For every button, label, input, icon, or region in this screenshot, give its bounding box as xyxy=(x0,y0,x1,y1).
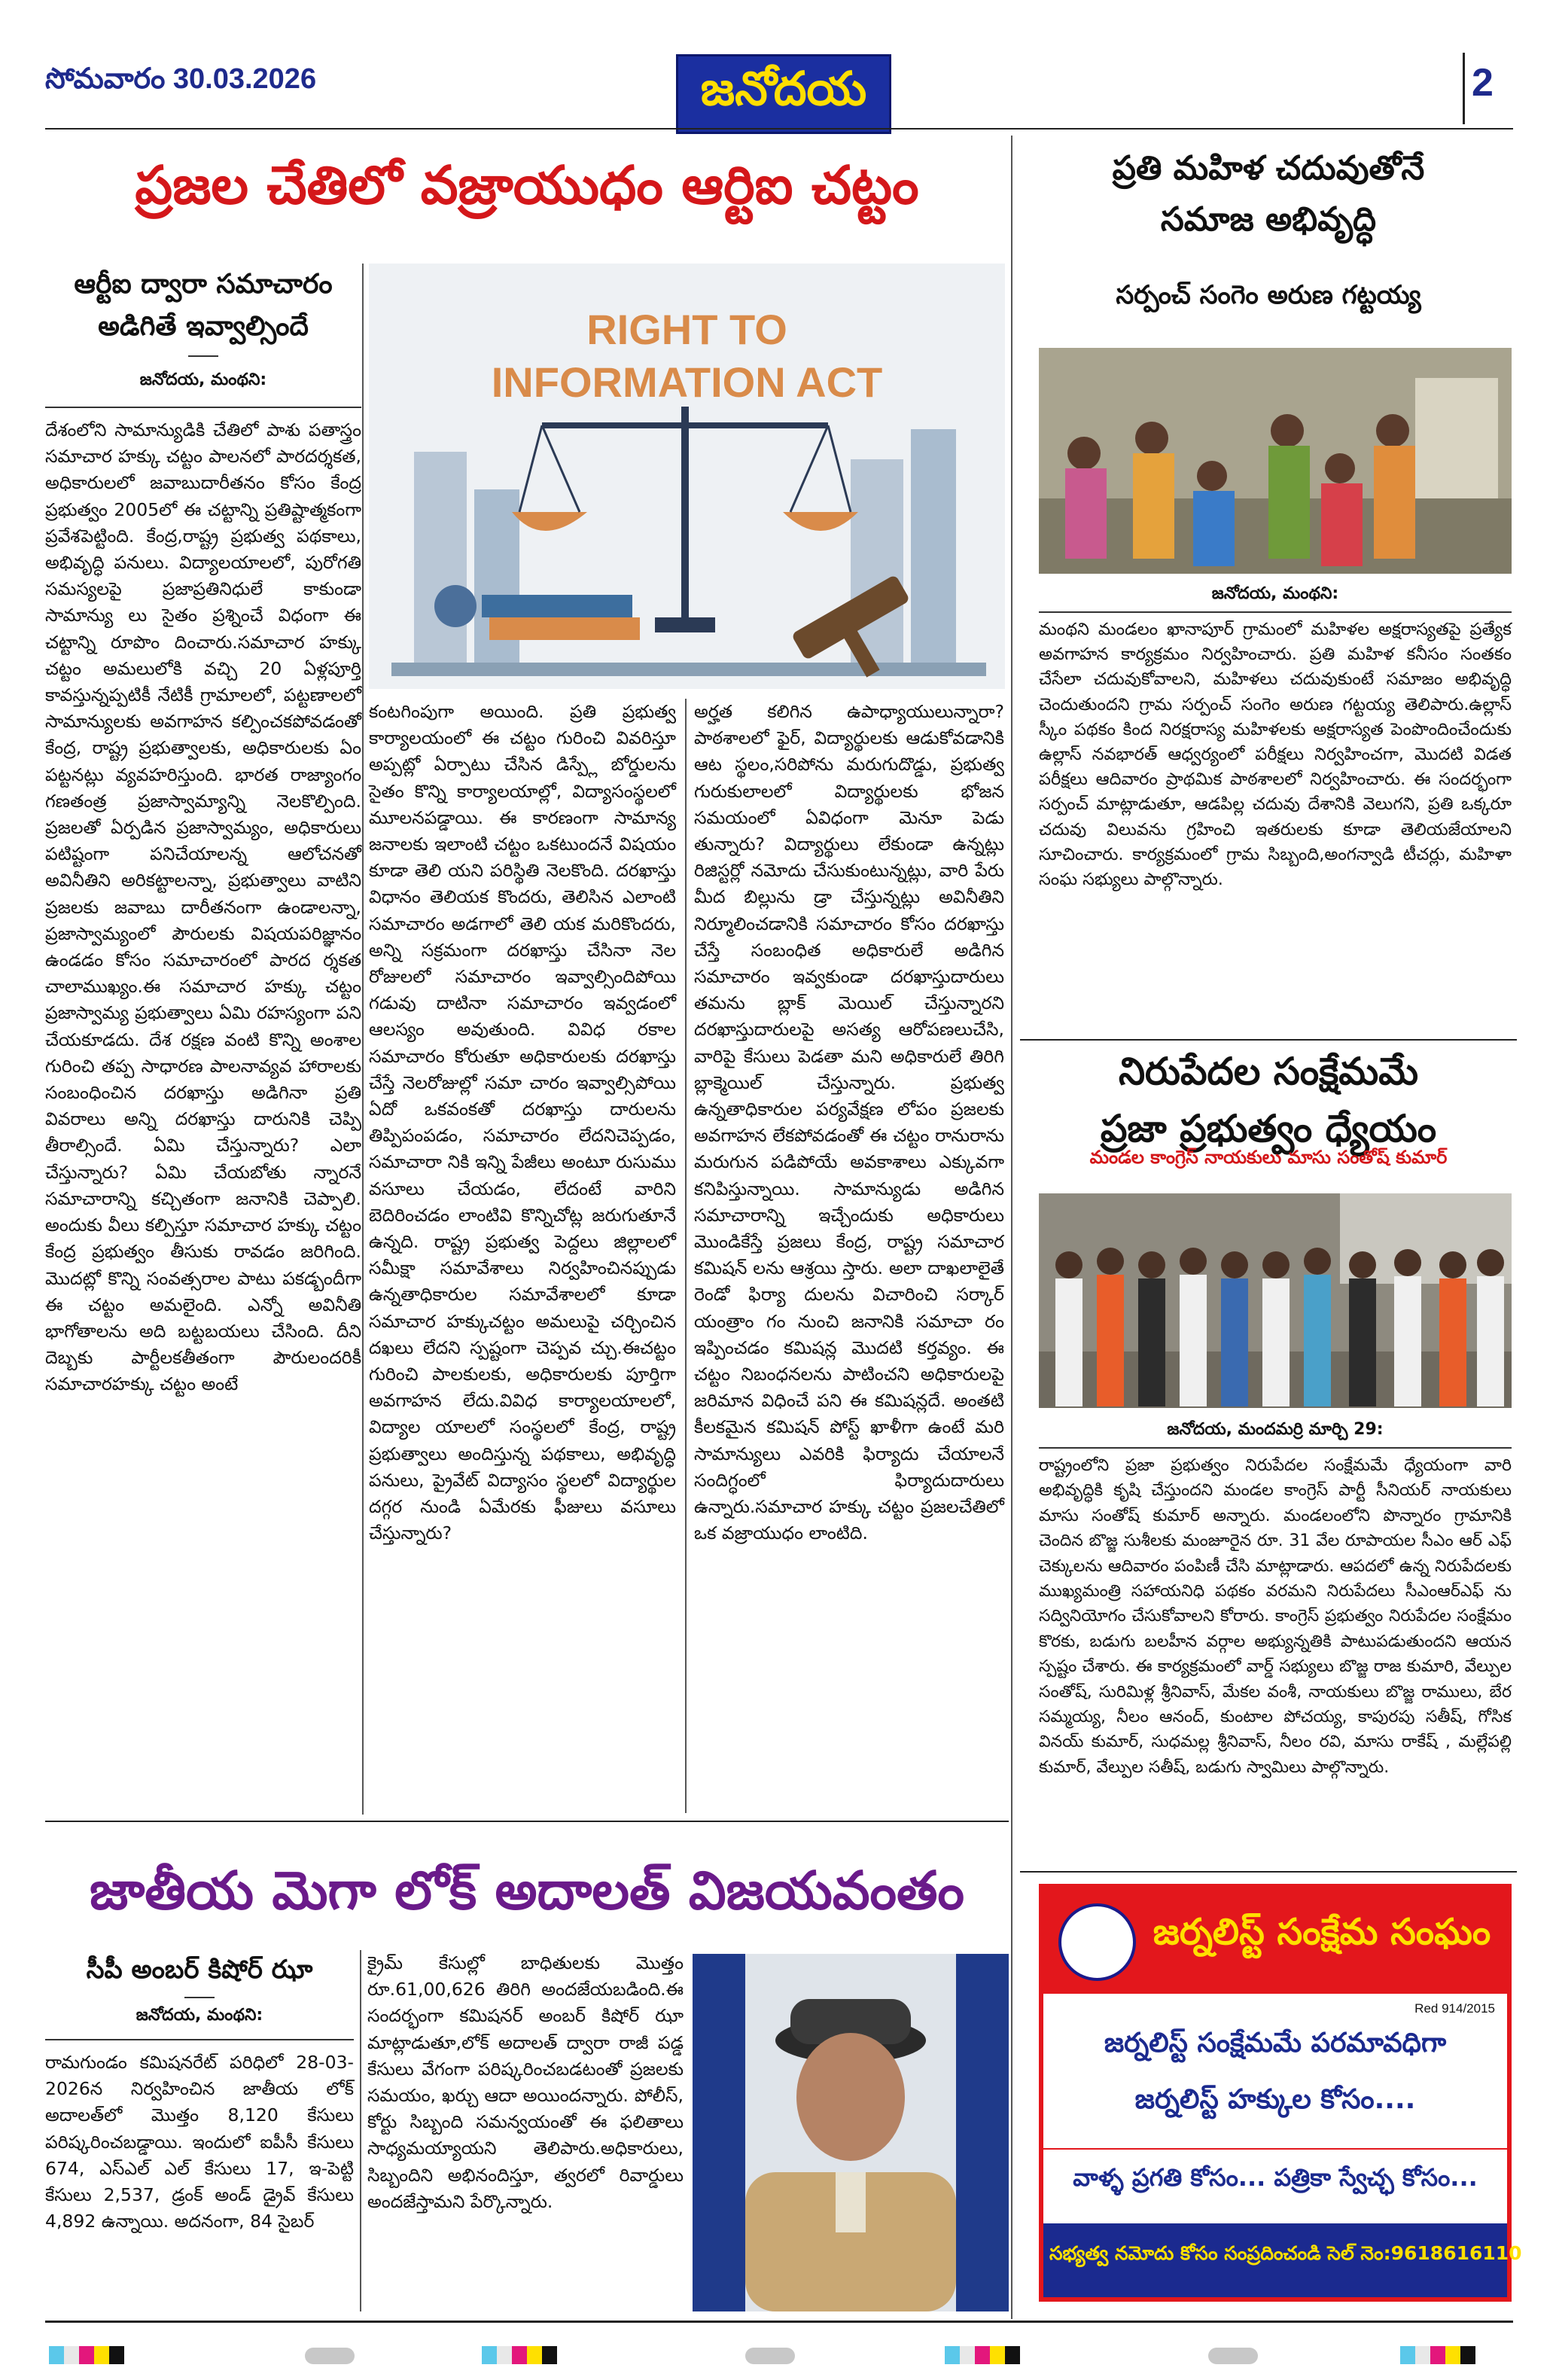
color-registration-mark-4 xyxy=(1400,2346,1475,2364)
women-byline-rule xyxy=(1039,611,1512,613)
lok-adalat-headline: జాతీయ మెగా లోక్ అదాలత్ విజయవంతం xyxy=(90,1860,964,1921)
column-rule-main xyxy=(1011,136,1012,2319)
welfare-body: రాష్ట్రంలోని ప్రజా ప్రభుత్వం నిరుపేదల సంక్షేమమే ధ్యేయంగా వారి అభివృద్ధికి కృషి చేస్తుందని మండల కాంగ్రెస్ పార్టీ సీనియర్ నాయకులు మాసు సంతోష్ కుమార్ అన్నారు. మండలంలోని పొన్నారం గ్రామానికి చెందిన బొజ్జ సుశీలకు మంజూరైన రూ. 31 వేల రూపాయల సీఎం ఆర్ ఎఫ్ చెక్కులను ఆదివారం పంపిణీ చేసి మాట్లాడారు. ఆపదలో ఉన్న నిరుపేదలకు ముఖ్యమంత్రి సహాయనిధి పథకం వరమని నిరుపేదలు సీఎంఆర్ఎఫ్ ను సద్వినియోగం చేసుకోవాలని కోరారు. కాంగ్రెస్ ప్రభుత్వం నిరుపేదల సంక్షేమం కొరకు, బడుగు బలహీన వర్గాల అభ్యున్నతికి పాటుపడుతుందని ఆయన స్పష్టం చేశారు. ఈ కార్యక్రమంలో వార్డ్ సభ్యులు బొజ్జ రాజ కుమారి, వేల్పుల సంతోష్, సురిమిళ్ల శ్రీనివాస్, మేకల వంశీ, నాయకులు బొజ్జ రాములు, బేర సమ్మయ్య, నీలం ఆనంద్, కుంటాల పోచయ్య, కాపురపు సతీష్, గోసిక వినయ్ కుమార్, సుధమల్ల శ్రీనివాస్, నీలం రవి, మాసు రాకేష్ , మల్లేపల్లి కుమార్, వేల్పుల సతీష్, బడుగు స్వామిలు పాల్గొన్నారు. xyxy=(1039,1456,1512,1777)
byline-rule xyxy=(45,407,361,408)
lok-column-1 xyxy=(45,1950,354,2235)
column-rule-2 xyxy=(685,699,687,1813)
lok-body-col2: క్రైమ్ కేసుల్లో బాధితులకు మొత్తం రూ.61,00,626 తిరిగి అందజేయబడింది.ఈ సందర్భంగా కమిషనర్ అంబర్ కిషోర్ ఝా మాట్లాడుతూ,లోక్ అదాలత్ ద్వారా రాజీ పడ్డ కేసులు వేగంగా పరిష్కరించబడటంతో ప్రజలకు సమయం, ఖర్చు ఆదా అయిందన్నారు. పోలీస్, కోర్టు సిబ్బంది సమన్వయంతో ఈ ఫలితాలు సాధ్యమయ్యాయని తెలిపారు.అధికారులు, సిబ్బందిని అభినందిస్తూ, త్వరలో రివార్డులు అందజేస్తామని పేర్కొన్నారు. xyxy=(367,1952,684,2212)
welfare-headline-2: ప్రజా ప్రభుత్వం ధ్యేయం xyxy=(1100,1107,1437,1150)
lok-column-rule xyxy=(360,1950,361,2311)
ad-line-2: జర్నలిస్ట్ హక్కుల కోసం.... xyxy=(1134,2084,1416,2115)
registration-oval-2 xyxy=(745,2348,795,2364)
women-headline-1: ప్రతి మహిళ చదువుతోనే xyxy=(1112,149,1425,187)
women-article xyxy=(1039,580,1512,892)
literacy-class-photo xyxy=(1039,348,1512,574)
column-rule-1 xyxy=(362,264,364,1815)
masthead-logo: జనోదయ xyxy=(676,54,891,134)
rti-body-col1: దేశంలోని సామాన్యుడికి చేతిలో పాశు పతాస్త్రం సమాచార హక్కు చట్టం పాలనలో పారదర్శకత, అధికారులలో జవాబుదారీతనం కోసం కేంద్ర ప్రభుత్వం 2005లో ఈ చట్టాన్ని ప్రతిష్టాత్మకంగా ప్రవేశపెట్టింది. కేంద్ర,రాష్ట్ర ప్రభుత్వ పథకాలు, అభివృద్ధి పనులు. విద్యాలయాలలో, పురోగతి సమస్యలపై ప్రజాప్రతినిధులే కాకుండా సామాన్యు లు సైతం ప్రశ్నించే విధంగా ఈ చట్టాన్ని రూపొం దించారు.సమాచార హక్కు చట్టం అమలులోకి వచ్చి 20 ఏళ్లపూర్తి కావస్తున్నప్పటికీ నేటికీ గ్రామాలలో, పట్టణాలలో సామాన్యులకు అవగాహన కల్పించకపోవడంతో కేంద్ర, రాష్ట్ర ప్రభుత్వాలకు, అధికారులకు ఏం పట్టనట్లు వ్యవహరిస్తుంది. భారత రాజ్యాంగం గణతంత్ర ప్రజాస్వామ్యాన్ని నెలకొల్పింది. ప్రజలతో ఏర్పడిన ప్రజాస్వామ్యం, అధికారులు పటిష్టంగా పనిచేయాలన్న ఆలోచనతో అవినీతిని అరికట్టాలన్నా, ప్రభుత్వాలు వాటిని ప్రజలకు జవాబు దారీతనంగా ఉండాలన్నా, ప్రజాస్వామ్యంలో పౌరులకు విషయపరిజ్ఞానం ఉండడం కోసం సమాచారంలో పారద ర్శకత చాలాముఖ్యం.ఈ సమాచార హక్కు చట్టం ప్రజాస్వామ్య ప్రభుత్వాలు ఏమి రహస్యంగా పని చేయకూడదు. దేశ రక్షణ వంటి కొన్ని అంశాల గురించి తప్ప సాధారణ పాలనావ్యవ హారాలకు సంబంధించిన దరఖాస్తు అడిగినా ప్రతి వివరాలు అన్ని దరఖాస్తు దారునికి చెప్పి తీరాల్సిందే. ఏమి చేస్తున్నారు? ఎలా చేస్తున్నారు? ఏమి చేయబోతు న్నారనే సమాచారాన్ని కచ్చితంగా జనానికి చెప్పాలి. అందుకు వీలు కల్పిస్తూ సమాచార హక్కు చట్టం కేంద్ర ప్రభుత్వం తీసుకు రావడం జరిగింది. మొదట్లో కొన్ని సంవత్సరాల పాటు పకడ్బందీగా ఈ చట్టం అమలైంది. ఎన్నో అవినీతి భాగోతాలను అది బట్టబయలు చేసింది. దీని దెబ్బకు పార్టీలకతీతంగా పౌరులందరికీ సమాచారహక్కు చట్టం అంటే xyxy=(45,419,361,1395)
rti-subhead-2: అడిగితే ఇవ్వాల్సిందే xyxy=(98,311,309,342)
rti-column-3 xyxy=(694,699,1004,1547)
color-registration-mark-1 xyxy=(49,2346,124,2364)
lok-subhead-divider xyxy=(184,1997,215,1998)
rti-body-col2: కంటగింపుగా అయింది. ప్రతి ప్రభుత్వ కార్యాలయంలో ఈ చట్టం గురించి వివరిస్తూ అప్పట్లో ఏర్పాటు చేసిన డిస్ప్లే బోర్డులను సైతం కొన్ని కార్యాలయాల్లో, విద్యాసంస్థలలో మూలనపడ్డాయి. ఈ కారణంగా సామాన్య జనాలకు ఇలాంటి చట్టం ఒకటుందనే విషయం కూడా తెలి యని పరిస్థితి నెలకొంది. దరఖాస్తు విధానం తెలియక కొందరు, తెలిసిన ఎలాంటి సమాచారం అడగాలో తెలి యక మరికొందరు, అన్ని సక్రమంగా దరఖాస్తు చేసినా నెల రోజులలో సమాచారం ఇవ్వాల్సిందిపోయి గడువు దాటినా సమాచారం ఇవ్వడంలో ఆలస్యం అవుతుంది. వివిధ రకాల సమాచారం కోరుతూ అధికారులకు దరఖాస్తు చేస్తే నెలరోజుల్లో సమా చారం ఇవ్వాల్సిపోయి ఏదో ఒకవంకతో దరఖాస్తు దారులను తిప్పిపంపడం, సమాచారం లేదనిచెప్పడం, సమాచారా నికి ఇన్ని పేజీలు అంటూ రుసుము వసూలు చేయడం, లేదంటే వారిని బెదిరించడం లాంటివి కొన్నిచోట్ల జరుగుతూనే ఉన్నది. రాష్ట్ర ప్రభుత్వ పెద్దలు జిల్లాలలో సమీక్షా సమావేశాలు నిర్వహించినప్పుడు ఉన్నతాధికారుల సమావేశాలలో కూడా సమాచార హక్కుచట్టం అమలుపై చర్చించిన దఖలు లేదని స్పష్టంగా చెప్పవ చ్చు.ఈచట్టం గురించి పాలకులకు, అధికారులకు పూర్తిగా అవగాహన లేదు.వివిధ కార్యాలయాలలో, విద్యాల యాలలో సంస్థలలో కేంద్ర, రాష్ట్ర ప్రభుత్వాలు అందిస్తున్న పథకాలు, అభివృద్ధి పనులు, ప్రైవేట్ విద్యాసం స్థలలో విద్యార్థుల దగ్గర నుండి ఏమేరకు ఫీజులు వసూలు చేస్తున్నారు? xyxy=(369,701,676,1544)
rti-illustration xyxy=(369,264,1005,689)
women-headline xyxy=(1020,143,1517,245)
right-section-rule-2 xyxy=(1020,1871,1517,1873)
women-photo xyxy=(1039,348,1512,574)
ad-line-3: వాళ్ళ ప్రగతి కోసం... పత్రికా స్వేచ్ఛ కోసం... xyxy=(1073,2163,1478,2192)
rti-column-2 xyxy=(369,699,676,1547)
registration-oval-1 xyxy=(305,2348,355,2364)
welfare-byline-rule xyxy=(1039,1447,1512,1449)
lok-byline-rule xyxy=(45,2039,354,2040)
women-headline-2: సమాజ అభివృద్ధి xyxy=(1160,200,1377,239)
rti-column-1 xyxy=(45,264,361,1398)
rti-byline: జనోదయ, మంథని: xyxy=(139,370,267,389)
welfare-byline: జనోదయ, మందమర్రి మార్చి 29: xyxy=(1167,1420,1384,1439)
page-number: 2 xyxy=(1472,61,1494,105)
commissioner-photo xyxy=(693,1954,1009,2311)
lok-column-2 xyxy=(367,1950,684,2215)
footer-rule xyxy=(45,2321,1513,2323)
rti-image-title-2: INFORMATION ACT xyxy=(491,358,883,406)
rti-headline: ప్రజల చేతిలో వజ్రాయుధం ఆర్టిఐ చట్టం xyxy=(135,154,919,216)
header-divider xyxy=(1463,53,1465,124)
ad-logo-icon xyxy=(1058,1903,1136,1981)
subhead-divider xyxy=(188,355,218,357)
women-subhead: సర్పంచ్ సంగెం అరుణ గట్టయ్య xyxy=(1116,280,1421,310)
lok-byline: జనోదయ, మంథని: xyxy=(136,2006,263,2025)
journalist-union-ad xyxy=(1039,1884,1522,2302)
section-rule xyxy=(45,1821,1009,1822)
welfare-photo xyxy=(1039,1193,1512,1408)
women-byline: జనోదయ, మంథని: xyxy=(1211,584,1339,603)
issue-date: సోమవారం 30.03.2026 xyxy=(45,63,317,95)
ad-contact-label: సభ్యత్వ నమోదు కోసం సంప్రదించండి సెల్ నెం: xyxy=(1049,2242,1391,2264)
color-registration-mark-2 xyxy=(482,2346,557,2364)
lok-subhead: సీపీ అంబర్ కిషోర్ ఝా xyxy=(86,1955,313,1985)
ad-title: జర్నలిస్ట్ సంక్షేమ సంఘం xyxy=(1153,1911,1491,1953)
color-registration-mark-3 xyxy=(945,2346,1020,2364)
header-rule xyxy=(45,128,1513,130)
right-section-rule-1 xyxy=(1020,1039,1517,1041)
ad-contact xyxy=(1049,2242,1522,2269)
ad-registration: Red 914/2015 xyxy=(1414,2001,1495,2016)
welfare-headline-1: నిరుపేదల సంక్షేమమే xyxy=(1118,1050,1419,1093)
lok-body-col1: రామగుండం కమిషనరేట్ పరిధిలో 28-03-2026న నిర్వహించిన జాతీయ లోక్ అదాలత్‌లో మొత్తం 8,120 కేసులు పరిష్కరించబడ్డాయి. ఇందులో ఐపీసీ కేసులు 674, ఎస్ఎల్ ఎల్ కేసులు 17, ఇ-పెట్టి కేసులు 2,537, డ్రంక్ అండ్ డ్రైవ్ కేసులు 4,892 ఉన్నాయి. అదనంగా, 84 సైబర్ xyxy=(45,2052,354,2232)
officer-portrait xyxy=(693,1954,1009,2311)
welfare-subhead: మండల కాంగ్రెస్ నాయకులు మాసు సంతోష్ కుమార్ xyxy=(1089,1147,1448,1168)
rti-body-col3: అర్హత కలిగిన ఉపాధ్యాయులున్నారా? పాఠశాలలో ఫైర్, విద్యార్థులకు ఆడుకోవడానికి ఆట స్థలం,సరిపోను మరుగుదొడ్డు, ప్రభుత్వ గురుకులాలలో విద్యార్థులకు భోజన సమయంలో ఏవిధంగా మెనూ పెడు తున్నారు? విద్యార్థులు లేకుండా ఉన్నట్లు రిజిస్టర్లో నమోదు చేసుకుంటున్నట్లు, వారి పేరు మీద బిల్లును డ్రా చేస్తున్నట్లు అవినీతిని నిర్మూలించడానికి సమాచారం కోసం దరఖాస్తు చేస్తే సంబంధిత అధికారులే అడిగిన సమాచారం ఇవ్వకుండా దరఖాస్తుదారులు తమను బ్లాక్ మెయిల్ చేస్తున్నారని దరఖాస్తుదారులపై అసత్య ఆరోపణలుచేసి, వారిపై కేసులు పెడతా మని అధికారులే తిరిగి బ్లాక్మెయిల్ చేస్తున్నారు. ప్రభుత్వ ఉన్నతాధికారుల పర్యవేక్షణ లోపం ప్రజలకు అవగాహన లేకపోవడంతో ఈ చట్టం రానురాను మరుగున పడిపోయే అవకాశాలు ఎక్కువగా కనిపిస్తున్నాయి. సామాన్యుడు అడిగిన సమాచారాన్ని ఇచ్చేందుకు అధికారులు మొండికేస్తే ప్రజలు కేంద్ర, రాష్ట్ర సమాచార కమిషన్ లను ఆశ్రయి స్తారు. అలా దాఖలాలైతే రెండో ఫిర్యా దులను విచారించి సర్కార్ యంత్రాం గం నుంచి జనానికి సమాచా రం ఇప్పించడం కమిషన్ల మొదటి కర్తవ్యం. ఈ చట్టం నిబంధనలను పాటించని అధికారులపై జరిమాన విధించే పని ఈ కమిషన్లదే. అంతటి కీలకమైన కమిషన్ పోస్ట్ ఖాళీగా ఉంటే మరి సామాన్యులు ఎవరికి ఫిర్యాదు చేయాలనే సందిగ్ధంలో ఫిర్యాదుదారులు ఉన్నారు.సమాచార హక్కు చట్టం ప్రజలచేతిలో ఒక వజ్రాయుధం లాంటిది. xyxy=(694,701,1004,1544)
women-body: మంథని మండలం ఖానాపూర్ గ్రామంలో మహిళల అక్షరాస్యతపై ప్రత్యేక అవగాహన కార్యక్రమం నిర్వహించారు. ప్రతి మహిళ కనీసం సంతకం చేసేలా చదువుకోవాలని, మహిళలు చదువుకుంటే సమాజం అభివృద్ధి చెందుతుందని గ్రామ సర్పంచ్ సంగెం అరుణ గట్టయ్య తెలిపారు.ఉల్లాస్ స్కీం పథకం కింద నిరక్షరాస్య మహిళలకు అక్షరాస్యత పెంపొందించేందుకు ఉల్లాస్ నవభారత్ ఆధ్వర్యంలో పరీక్షలు నిర్వహించగా, మొదటి విడత పరీక్షలు ఆదివారం ప్రాథమిక పాఠశాలలో నిర్వహించారు. ఈ సందర్భంగా సర్పంచ్ మాట్లాడుతూ, ఆడపిల్ల చదువు దేశానికి వెలుగని, ప్రతి ఒక్కరూ చదువు విలువను గ్రహించి ఇతరులకు కూడా తెలియజేయాలని సూచించారు. కార్యక్రమంలో గ్రామ సిబ్బంది,అంగన్వాడి టీచర్లు, మహిళా సంఘ సభ్యులు పాల్గొన్నారు. xyxy=(1039,620,1512,890)
rti-subhead-1: ఆర్టీఐ ద్వారా సమాచారం xyxy=(74,269,333,300)
ad-line-1: జర్నలిస్ట్ సంక్షేమమే పరమావధిగా xyxy=(1104,2028,1447,2059)
welfare-headline xyxy=(1020,1043,1517,1157)
group-photo xyxy=(1039,1193,1512,1408)
ad-contact-number: 9618616110 xyxy=(1390,2242,1522,2264)
welfare-article xyxy=(1039,1416,1512,1780)
registration-oval-3 xyxy=(1208,2348,1258,2364)
rti-image-title-1: RIGHT TO xyxy=(586,306,787,353)
